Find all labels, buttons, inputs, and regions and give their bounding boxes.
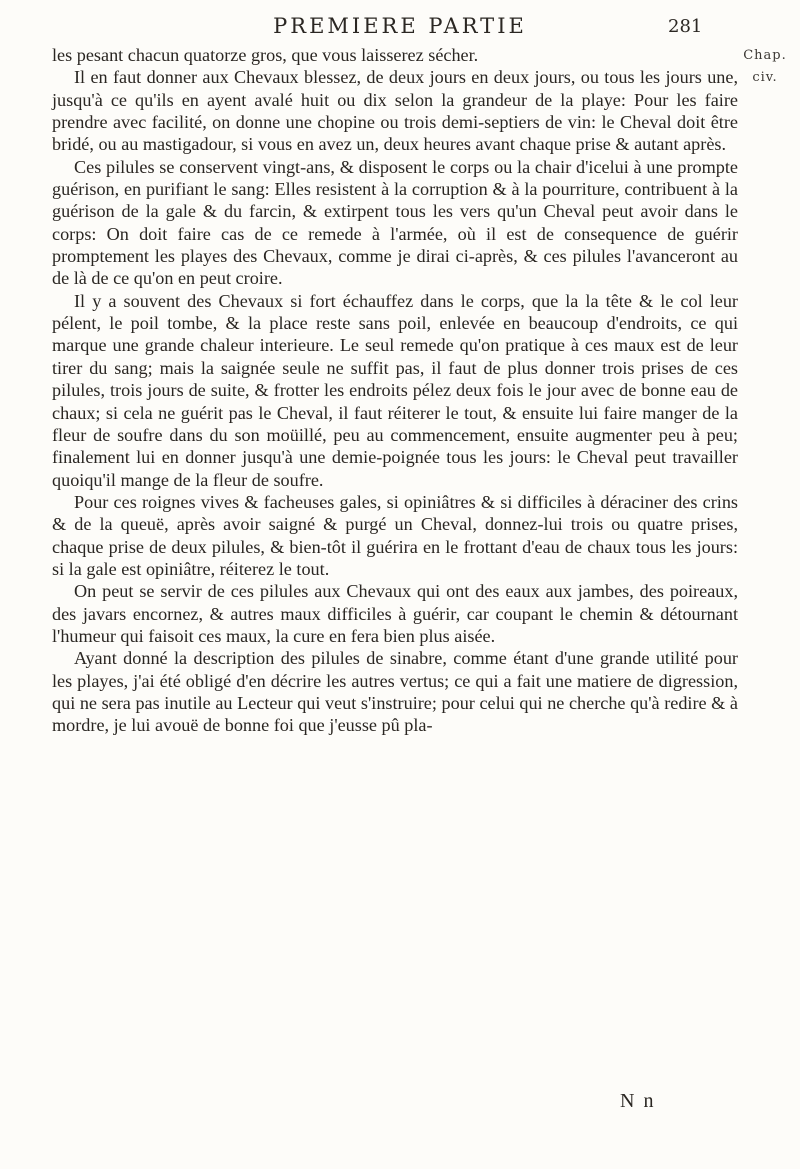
margin-note-chapter: Chap. — [743, 48, 787, 63]
paragraph: Ces pilules se conservent vingt-ans, & disposent le corps ou la chair d'icelui à une prompte guérison, en purifiant le sang: Elles resistent à la corruption & à la pourriture, contribuent à la guérison de la gale & du farcin, & extirpent tous les vers qu'un Cheval peut avoir dans le corps: On doit faire cas de ce remede à l'armée, où il est de consequence de guérir promptement les playes des Chevaux, comme je dirai ci-après, & ces pilules l'avanceront au de là de ce qu'on en peut croire. — [52, 156, 738, 289]
paragraph: Il en faut donner aux Chevaux blessez, de deux jours en deux jours, ou tous les jours une, jusqu'à ce qu'ils en ayent avalé huit ou dix selon la grandeur de la playe: Pour les faire prendre avec facilité, on donne une chopine ou trois demi-septiers de vin: le Cheval doit être bridé, ou au mastigadour, si vous en avez un, deux heures avant chaque prise & autant après. — [52, 67, 738, 155]
paragraph: les pesant chacun quatorze gros, que vous laisserez sécher. — [52, 45, 479, 65]
body-text — [52, 44, 738, 737]
margin-note-chapter-number: civ. — [752, 70, 778, 85]
paragraph: Pour ces roignes vives & facheuses gales, si opiniâtres & si difficiles à déraciner des crins & de la queuë, après avoir saigné & purgé un Cheval, donnez-lui trois ou quatre prises, chaque prise de deux pilules, & bien-tôt il guérira en le frottant d'eau de chaux tous les jours: si la gale est opiniâtre, réiterez le tout. — [52, 491, 738, 579]
paragraph: Ayant donné la description des pilules de sinabre, comme étant d'une grande utilité pour les playes, j'ai été obligé d'en décrire les autres vertus; ce qui a fait une matiere de digression, qui ne sera pas inutile au Lecteur qui veut s'instruire; pour celui qui ne cherche qu'à redire & à mordre, je lui avouë de bonne foi que j'eusse pû pla- — [52, 648, 738, 736]
running-head: PREMIERE PARTIE — [273, 14, 527, 38]
paragraph: On peut se servir de ces pilules aux Chevaux qui ont des eaux aux jambes, des poireaux, des javars encornez, & autres maux difficiles à guérir, car coupant le chemin & détournant l'humeur qui faisoit ces maux, la cure en fera bien plus aisée. — [52, 581, 738, 646]
paragraph: Il y a souvent des Chevaux si fort échauffez dans le corps, que la la tête & le col leur pélent, le poil tombe, & la place reste sans poil, enlevée en beaucoup d'endroits, ce qui marque une grande chaleur interieure. Le seul remede qu'on pratique à ces maux est de leur tirer du sang; mais la saignée seule ne suffit pas, il faut de plus donner trois prises de ces pilules, trois jours de suite, & frotter les endroits pélez deux fois le jour avec de bonne eau de chaux; si cela ne guérit pas le Cheval, il faut réiterer le tout, & ensuite lui faire manger de la fleur de soufre dans du son moüillé, peu au commencement, ensuite augmenter peu à peu; finalement lui en donner jusqu'à une demie-poignée tous les jours: le Cheval peut travailler quoiqu'il mange de la fleur de soufre. — [52, 290, 738, 490]
page-number: 281 — [668, 16, 703, 37]
signature-mark: N n — [620, 1090, 656, 1112]
